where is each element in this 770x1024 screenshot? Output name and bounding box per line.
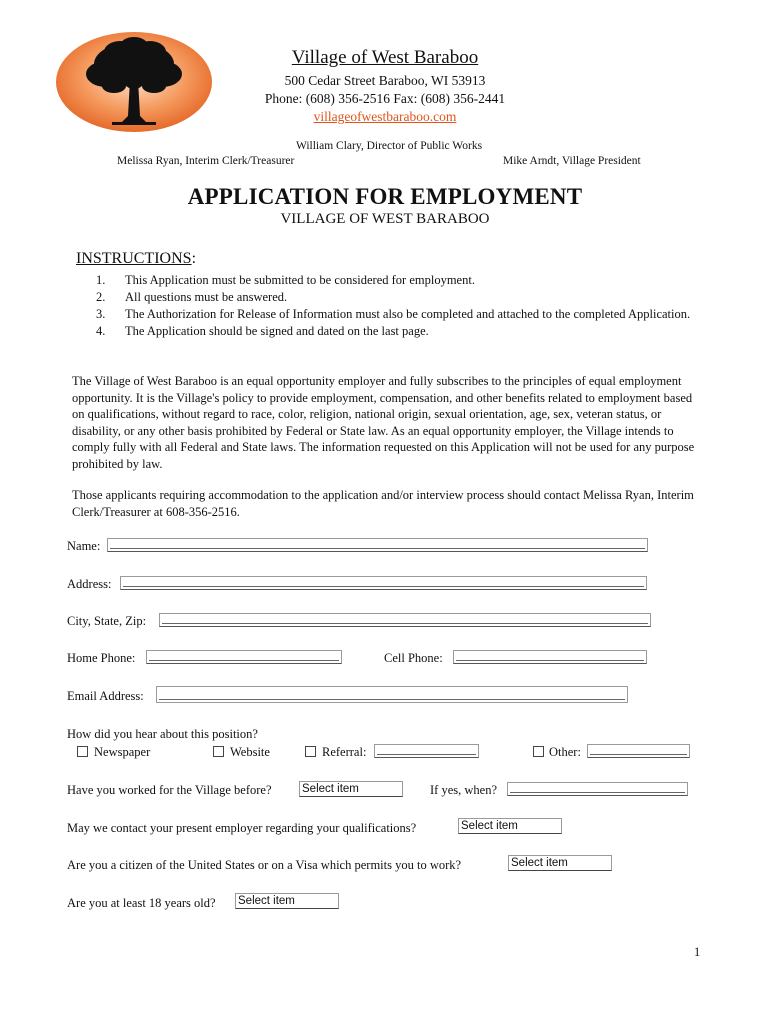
referral-field[interactable] xyxy=(374,744,479,758)
email-label: Email Address: xyxy=(67,689,144,703)
address-field[interactable] xyxy=(120,576,647,590)
worked-before-select[interactable]: Select item xyxy=(299,781,403,797)
accommodation-statement: Those applicants requiring accommodation to the application and/or interview process should contact Melissa Ryan, Interim Clerk/Treasurer at 608-356-2516. xyxy=(72,488,694,519)
equal-opportunity-statement: The Village of West Baraboo is an equal opportunity employer and fully subscribes to the principles of equal employment opportunity. It is the Village's policy to provide employment, compensation, and other benefits related to employment based on qualifications, without regard to race, color, religion, national origin, sexual orientation, age, sex, veteran status, or disability, or any other basis prohibited by Federal or State law. As an equal opportunity employer, the Village intends to comply fully with all Federal and State laws. The information requested on this Application will not be used for any purpose prohibited by law. xyxy=(72,374,695,471)
form-title: APPLICATION FOR EMPLOYMENT xyxy=(187,184,583,209)
age-18-question: Are you at least 18 years old? xyxy=(67,896,216,910)
address-label: Address: xyxy=(67,577,112,591)
if-yes-when-field[interactable] xyxy=(507,782,688,796)
village-address: 500 Cedar Street Baraboo, WI 53913 xyxy=(284,73,486,88)
newspaper-checkbox[interactable] xyxy=(77,746,88,757)
age-18-select[interactable]: Select item xyxy=(235,893,339,909)
home-phone-label: Home Phone: xyxy=(67,651,136,665)
list-item: 1. This Application must be submitted to be considered for employment. xyxy=(96,273,475,287)
website-label: Website xyxy=(230,745,270,759)
village-president: Mike Arndt, Village President xyxy=(503,155,641,167)
name-field[interactable] xyxy=(107,538,648,552)
interim-clerk: Melissa Ryan, Interim Clerk/Treasurer xyxy=(117,155,295,167)
cell-phone-label: Cell Phone: xyxy=(384,651,443,665)
list-item: 2. All questions must be answered. xyxy=(96,290,288,304)
website-checkbox[interactable] xyxy=(213,746,224,757)
referral-checkbox[interactable] xyxy=(305,746,316,757)
newspaper-label: Newspaper xyxy=(94,745,151,759)
home-phone-field[interactable] xyxy=(146,650,342,664)
village-phone-fax: Phone: (608) 356-2516 Fax: (608) 356-2441 xyxy=(264,91,506,106)
director-public-works: William Clary, Director of Public Works xyxy=(295,140,483,152)
referral-label: Referral: xyxy=(322,745,367,759)
other-checkbox[interactable] xyxy=(533,746,544,757)
list-item: 4. The Application should be signed and dated on the last page. xyxy=(96,324,429,338)
contact-employer-select[interactable]: Select item xyxy=(458,818,562,834)
hear-about-question: How did you hear about this position? xyxy=(67,727,258,741)
village-website-link[interactable]: villageofwestbaraboo.com xyxy=(313,109,457,124)
city-state-zip-label: City, State, Zip: xyxy=(67,614,147,628)
other-field[interactable] xyxy=(587,744,690,758)
city-state-zip-field[interactable] xyxy=(159,613,651,627)
page-number: 1 xyxy=(694,945,701,959)
worked-before-question: Have you worked for the Village before? xyxy=(67,783,272,797)
if-yes-when-label: If yes, when? xyxy=(430,783,497,797)
form-subtitle: VILLAGE OF WEST BARABOO xyxy=(280,211,490,227)
contact-employer-question: May we contact your present employer regarding your qualifications? xyxy=(67,821,417,835)
cell-phone-field[interactable] xyxy=(453,650,647,664)
other-label: Other: xyxy=(549,745,581,759)
instructions-list xyxy=(96,272,696,340)
village-title: Village of West Baraboo xyxy=(291,47,479,68)
email-field[interactable] xyxy=(156,686,628,703)
list-item: 3. The Authorization for Release of Information must also be completed and attached to the completed Application. xyxy=(96,307,691,321)
name-label: Name: xyxy=(67,539,101,553)
citizen-select[interactable]: Select item xyxy=(508,855,612,871)
instructions-heading: INSTRUCTIONS: xyxy=(76,250,197,267)
citizen-question: Are you a citizen of the United States or on a Visa which permits you to work? xyxy=(67,858,462,872)
